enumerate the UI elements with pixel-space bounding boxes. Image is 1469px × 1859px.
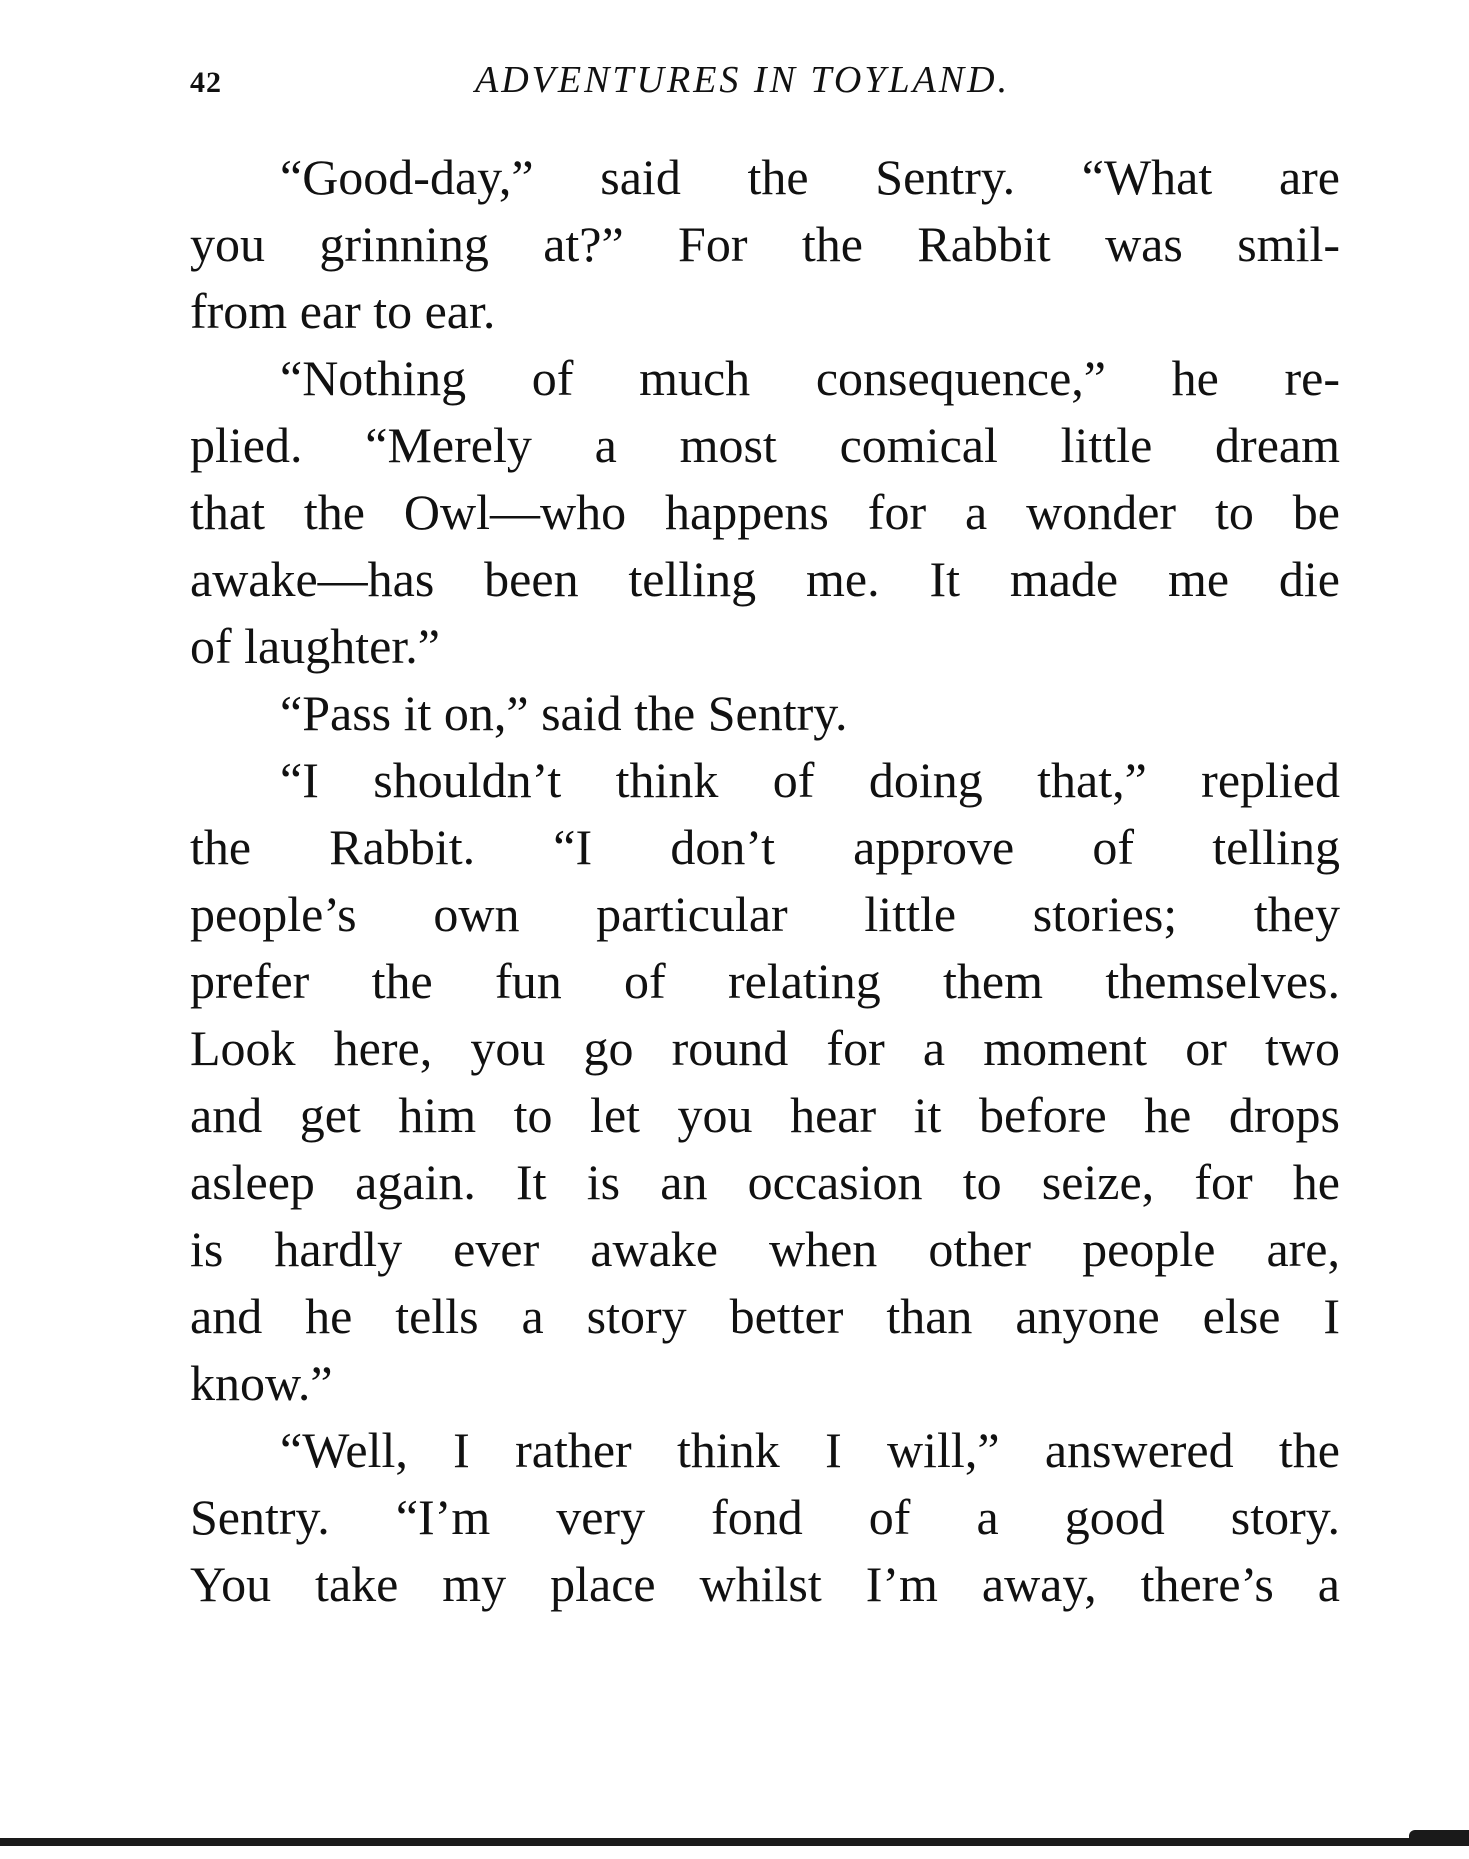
text-line: You take my place whilst I’m away, there’s a bbox=[190, 1556, 1340, 1612]
text-line: know.” bbox=[190, 1355, 333, 1411]
text-line: you grinning at?” For the Rabbit was smil- bbox=[190, 216, 1340, 272]
text-line: Sentry. “I’m very fond of a good story. bbox=[190, 1489, 1340, 1545]
text-line: that the Owl—who happens for a wonder to be bbox=[190, 484, 1340, 540]
running-head: ADVENTURES IN TOYLAND. bbox=[475, 59, 1011, 101]
text-line: is hardly ever awake when other people are, bbox=[190, 1221, 1340, 1277]
text-line: “Well, I rather think I will,” answered the bbox=[280, 1422, 1340, 1478]
text-line: and he tells a story better than anyone else I bbox=[190, 1288, 1340, 1344]
bottom-edge-mark bbox=[1409, 1830, 1469, 1844]
text-line: “Nothing of much consequence,” he re- bbox=[280, 350, 1340, 406]
text-line: plied. “Merely a most comical little dream bbox=[190, 417, 1340, 473]
text-line: awake—has been telling me. It made me die bbox=[190, 551, 1340, 607]
text-line: asleep again. It is an occasion to seize, for he bbox=[190, 1154, 1340, 1210]
page-number: 42 bbox=[190, 66, 222, 99]
bottom-edge-rule bbox=[0, 1838, 1469, 1846]
body-text bbox=[190, 144, 1340, 1618]
text-line: of laughter.” bbox=[190, 618, 440, 674]
text-line: Look here, you go round for a moment or two bbox=[190, 1020, 1340, 1076]
text-line: “Good-day,” said the Sentry. “What are bbox=[280, 149, 1340, 205]
text-line: the Rabbit. “I don’t approve of telling bbox=[190, 819, 1340, 875]
text-line: prefer the fun of relating them themselves. bbox=[190, 953, 1340, 1009]
text-line: people’s own particular little stories; they bbox=[190, 886, 1340, 942]
text-line: “Pass it on,” said the Sentry. bbox=[280, 685, 848, 741]
text-line: and get him to let you hear it before he drops bbox=[190, 1087, 1340, 1143]
text-line: from ear to ear. bbox=[190, 283, 496, 339]
page-header bbox=[190, 58, 1340, 118]
text-line: “I shouldn’t think of doing that,” replied bbox=[280, 752, 1340, 808]
